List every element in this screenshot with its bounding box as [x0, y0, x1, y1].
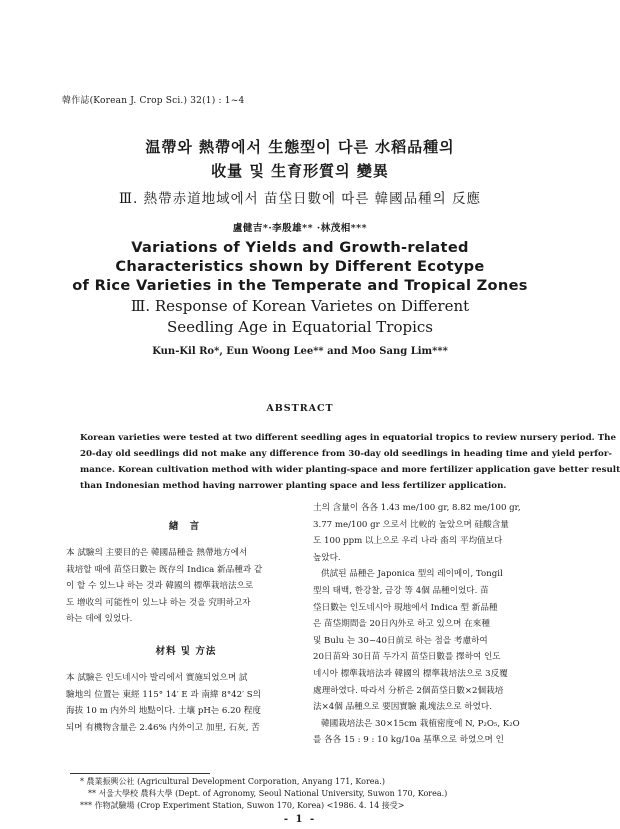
text-line: 도 100 ppm 以上으로 우리 나라 畓의 平均值보다: [313, 536, 503, 547]
text-line: 되며 有機物含量은 2.46% 内外이고 加里, 石灰, 苦: [66, 722, 260, 733]
abstract-line: mance. Korean cultivation method with wider planting-space and more fertilizer application gave better result: [80, 465, 620, 475]
text-line: 및 Bulu 는 30~40日前로 하는 점을 考慮하여: [313, 635, 488, 646]
abstract-line: than Indonesian method having narrower planting space and less fertilizer application.: [80, 481, 507, 491]
english-subtitle-line-2: Seedling Age in Equatorial Tropics: [167, 318, 433, 336]
footnote: ** 서울大學校 農科大學 (Dept. of Agronomy, Seoul National University, Suwon 170, Korea.): [88, 789, 448, 798]
page-number: - 1 -: [283, 814, 317, 825]
korean-authors: 盧健吉*·李殷雄** ·林茂相***: [232, 223, 368, 234]
footnote-divider: [70, 773, 210, 774]
korean-subtitle: Ⅲ. 熱帶赤道地域에서 苗垈日數에 따른 韓國品種의 反應: [118, 191, 481, 207]
text-line: 本 試驗은 인도네시아 발리에서 實施되었으며 試: [66, 673, 248, 683]
korean-title-line-2: 收量 및 生育形質의 變異: [211, 162, 389, 180]
footnote: *** 作物試驗場 (Crop Experiment Station, Suwon 170, Korea) <1986. 4. 14 接受>: [80, 801, 405, 810]
text-line: 은 苗垈期間을 20日內外로 하고 있으며 在來種: [313, 619, 490, 630]
english-authors: Kun-Kil Ro*, Eun Woong Lee** and Moo Sang Lim***: [152, 346, 448, 357]
text-line: 이 할 수 있느냐 하는 것과 韓國의 標準栽培法으로: [66, 581, 254, 592]
right-column-text: [313, 500, 545, 749]
abstract-line: Korean varieties were tested at two different seedling ages in equatorial tropics to review nursery period. The: [80, 433, 617, 443]
introduction-text: [66, 545, 306, 628]
text-line: 네시아 標準栽培法과 韓國의 標準栽培法으로 3反覆: [313, 668, 508, 679]
english-title-line-2: Characteristics shown by Different Ecotype: [115, 258, 485, 275]
footnote: * 農業振興公社 (Agricultural Development Corporation, Anyang 171, Korea.): [80, 777, 385, 786]
text-line: 韓國栽培法은 30×15cm 栽植密度에 N, P₂O₅, K₂O: [321, 718, 520, 729]
text-line: 20日苗와 30日苗 두가지 苗垈日數를 擇하여 인도: [313, 652, 501, 663]
text-line: 供試된 品種은 Japonica 型의 레이메이, Tongil: [321, 569, 503, 580]
text-line: 도 增收의 可能性이 있느냐 하는 것을 究明하고자: [66, 597, 251, 608]
text-line: 垈日數는 인도네시아 現地에서 Indica 型 新品種: [313, 602, 498, 613]
text-line: 法×4個 品種으로 要因實驗 亂塊法으로 하였다.: [313, 702, 492, 713]
text-line: 海拔 10 m 内外의 地點이다. 土壤 pH는 6.20 程度: [66, 706, 261, 717]
english-title-line-1: Variations of Yields and Growth-related: [131, 239, 469, 256]
text-line: 를 各各 15 : 9 : 10 kg/10a 基準으로 하였으며 인: [313, 735, 504, 746]
text-line: 높았다.: [313, 552, 341, 563]
methods-text: [66, 670, 306, 736]
text-line: 3.77 me/100 gr 으로서 比較的 높았으며 硅酸含量: [313, 519, 509, 530]
journal-reference: 韓作誌(Korean J. Crop Sci.) 32(1) : 1~4: [62, 96, 245, 106]
text-line: 型의 태백, 한강찰, 금강 等 4個 品種이었다. 苗: [313, 585, 489, 596]
text-line: 土의 含量이 各各 1.43 me/100 gr, 8.82 me/100 gr,: [313, 503, 521, 513]
methods-heading: 材料 및 方法: [155, 646, 217, 657]
text-line: 本 試驗의 主要目的은 韓國品種을 熱帶地方에서: [66, 548, 248, 558]
english-title-line-3: of Rice Varieties in the Temperate and Tropical Zones: [72, 277, 528, 294]
text-line: 驗地의 位置는 東經 115° 14′ E 과 南緯 8°42′ S의: [66, 689, 261, 700]
abstract-line: 20-day old seedlings did not make any difference from 30-day old seedlings in heading time and yield perfor-: [80, 449, 613, 459]
english-subtitle-line-1: Ⅲ. Response of Korean Varietes on Different: [130, 297, 470, 315]
abstract-heading: ABSTRACT: [266, 403, 334, 414]
text-line: 處理하였다. 따라서 分析은 2個苗垈日數×2個栽培: [313, 685, 504, 696]
text-line: 栽培할 때에 苗垈日數는 旣存의 Indica 新品種과 같: [66, 564, 263, 575]
korean-title-line-1: 温帶와 熱帶에서 生態型이 다른 水稻品種의: [145, 138, 455, 156]
text-line: 하는 데에 있었다.: [66, 614, 133, 625]
introduction-heading: 緖 言: [168, 521, 204, 532]
